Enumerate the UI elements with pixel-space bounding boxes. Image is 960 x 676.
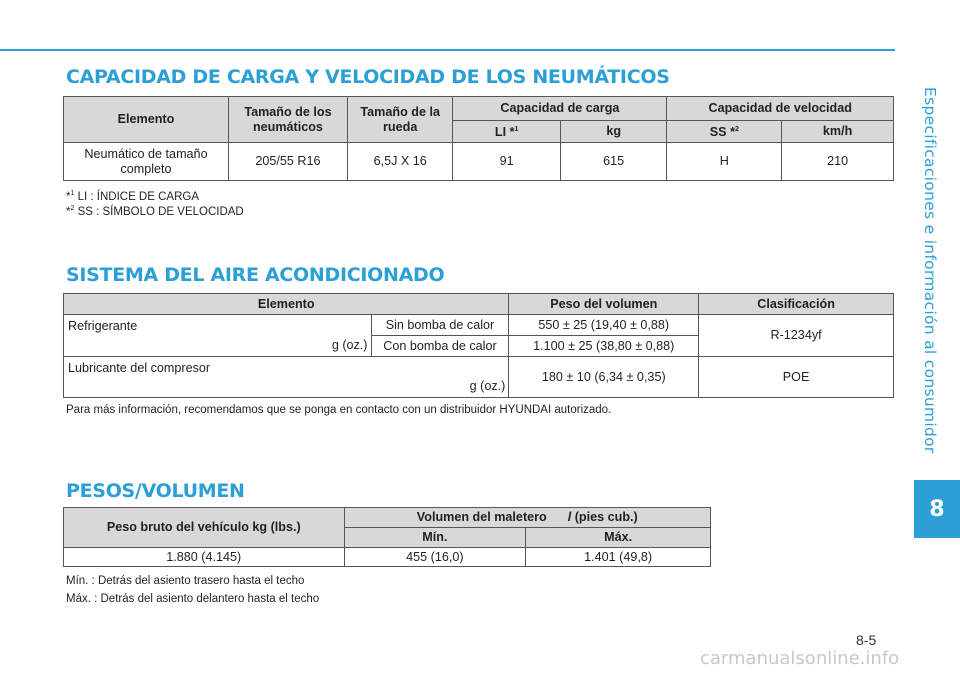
header-kg: kg [560, 121, 666, 143]
header-ss: SS *$^2$ [667, 121, 782, 143]
refrigerante-unit: g (oz.) [331, 338, 368, 352]
cell-lubricante-value: 180 ± 10 (6,34 ± 0,35) [509, 357, 699, 398]
cell-refrigerante [64, 315, 372, 357]
header-min: Mín. [344, 528, 526, 548]
cell-sin-bomba: Sin bomba de calor [371, 315, 509, 336]
cell-li: 91 [453, 143, 561, 181]
cell-min: 455 (16,0) [344, 548, 526, 567]
cell-lubricante [64, 357, 509, 398]
header-elemento: Elemento [64, 97, 229, 143]
header-volumen-maletero: Volumen del maletero l (pies cub.) [344, 508, 710, 528]
header-elemento: Elemento [64, 294, 509, 315]
weights-note-max: Máx. : Detrás del asiento delantero hasta el techo [66, 593, 320, 605]
header-clasificacion: Clasificación [699, 294, 894, 315]
air-conditioning-table [63, 293, 894, 398]
ac-note: Para más información, recomendamos que se ponga en contacto con un distribuidor HYUNDAI autorizado. [66, 404, 612, 416]
cell-con-bomba-value: 1.100 ± 25 (38,80 ± 0,88) [509, 336, 699, 357]
cell-lubricante-clasificacion: POE [699, 357, 894, 398]
cell-ss: H [667, 143, 782, 181]
tire-capacity-table [63, 96, 894, 181]
header-peso-volumen: Peso del volumen [509, 294, 699, 315]
refrigerante-label: Refrigerante [68, 319, 138, 333]
header-kmh: km/h [782, 121, 894, 143]
cell-peso-bruto: 1.880 (4.145) [64, 548, 345, 567]
lubricante-unit: g (oz.) [469, 379, 506, 393]
chapter-side-title: Especificaciones e información al consumidor [921, 86, 939, 454]
section-title-air-conditioning: SISTEMA DEL AIRE ACONDICIONADO [66, 264, 445, 286]
page-number: 8-5 [856, 632, 877, 648]
footnote-li: *$^1$ LI : ÍNDICE DE CARGA [66, 190, 199, 203]
cell-elemento: Neumático de tamaño completo [64, 143, 229, 181]
chapter-number-tab: 8 [914, 480, 960, 538]
cell-rueda: 6,5J X 16 [347, 143, 452, 181]
cell-kmh: 210 [782, 143, 894, 181]
weights-note-min: Mín. : Detrás del asiento trasero hasta el techo [66, 575, 305, 587]
section-title-weights: PESOS/VOLUMEN [66, 480, 245, 502]
footnote-ss: *$^2$ SS : SÍMBOLO DE VELOCIDAD [66, 205, 244, 218]
header-max: Máx. [526, 528, 711, 548]
cell-con-bomba: Con bomba de calor [371, 336, 509, 357]
cell-tamano: 205/55 R16 [228, 143, 347, 181]
top-rule [0, 49, 895, 51]
watermark: carmanualsonline.info [700, 647, 900, 669]
lubricante-label: Lubricante del compresor [68, 361, 211, 375]
header-tamano-neumaticos: Tamaño de los neumáticos [228, 97, 347, 143]
header-peso-bruto: Peso bruto del vehículo kg (lbs.) [64, 508, 345, 548]
section-title-tire-capacity: CAPACIDAD DE CARGA Y VELOCIDAD DE LOS NEUMÁTICOS [66, 66, 670, 88]
cell-max: 1.401 (49,8) [526, 548, 711, 567]
header-tamano-rueda: Tamaño de la rueda [347, 97, 452, 143]
weights-table [63, 507, 711, 567]
header-capacidad-velocidad: Capacidad de velocidad [667, 97, 894, 121]
cell-sin-bomba-value: 550 ± 25 (19,40 ± 0,88) [509, 315, 699, 336]
cell-kg: 615 [560, 143, 666, 181]
cell-refrigerante-clasificacion: R-1234yf [699, 315, 894, 357]
header-capacidad-carga: Capacidad de carga [453, 97, 667, 121]
header-li: LI *$^1$ [453, 121, 561, 143]
